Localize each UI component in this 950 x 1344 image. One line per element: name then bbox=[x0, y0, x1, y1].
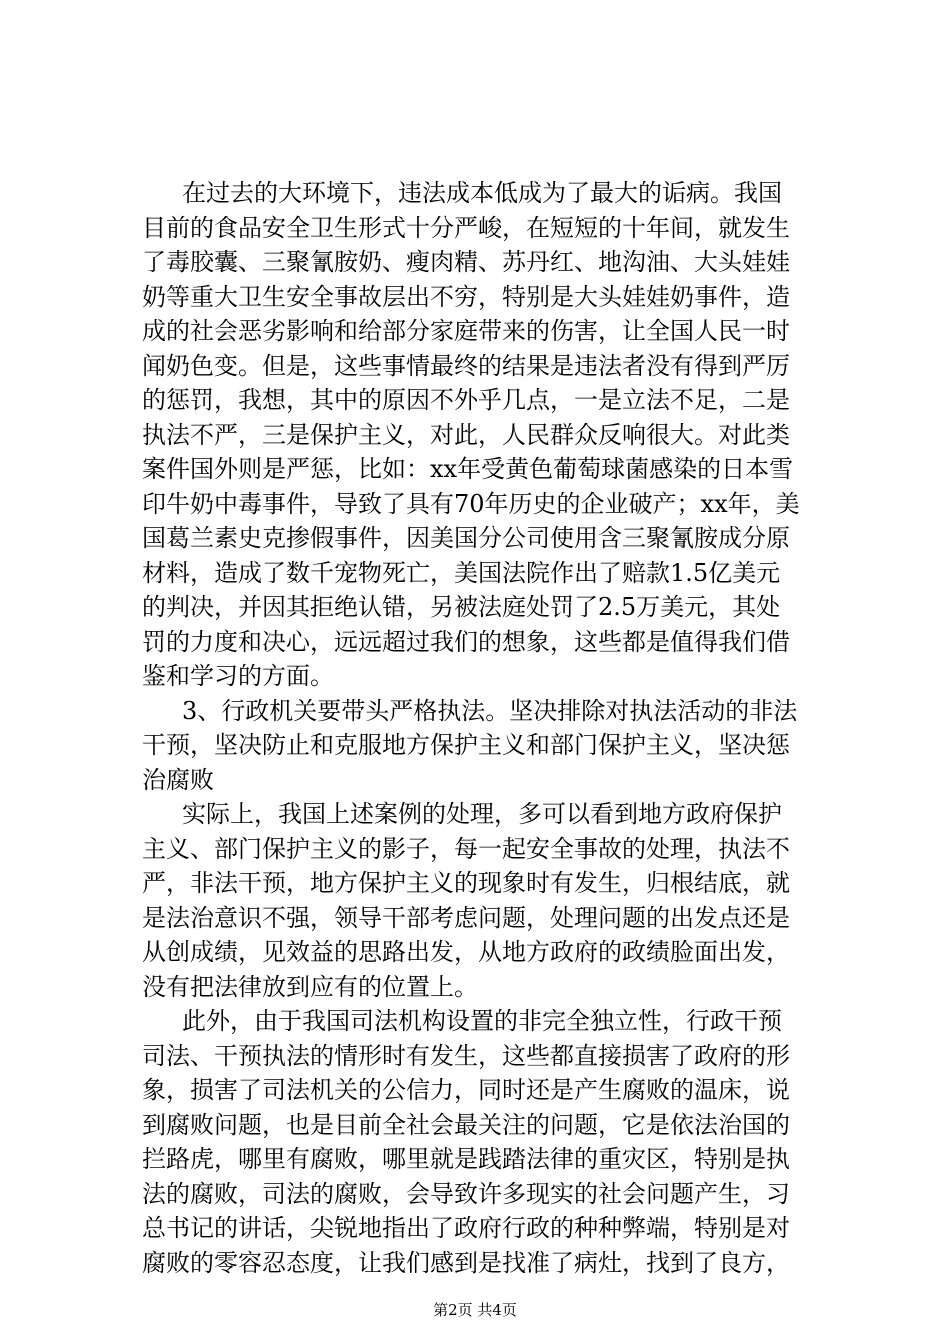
paragraph-3-line-2: 司法、干预执法的情形时有发生，这些都直接损害了政府的形 bbox=[142, 1041, 790, 1070]
paragraph-1-line-2: 目前的食品安全卫生形式十分严峻，在短短的十年间，就发生 bbox=[142, 213, 790, 242]
paragraph-3-line-3: 象，损害了司法机关的公信力，同时还是产生腐败的温床，说 bbox=[142, 1076, 790, 1104]
paragraph-1-line-5: 成的社会恶劣影响和给部分家庭带来的伤害，让全国人民一时 bbox=[142, 317, 790, 345]
paragraph-2-line-1: 实际上，我国上述案例的处理，多可以看到地方政府保护 bbox=[182, 800, 782, 828]
document-body bbox=[142, 176, 810, 1280]
paragraph-2-line-4: 是法治意识不强，领导干部考虑问题，处理问题的出发点还是 bbox=[142, 903, 790, 932]
paragraph-1-line-8: 执法不严，三是保护主义，对此，人民群众反响很大。对此类 bbox=[142, 420, 790, 449]
paragraph-2-line-5: 从创成绩，见效益的思路出发，从地方政府的政绩脸面出发， bbox=[142, 938, 790, 966]
paragraph-1-line-14: 罚的力度和决心，远远超过我们的想象，这些都是值得我们借 bbox=[142, 627, 790, 656]
paragraph-2-line-3: 严，非法干预，地方保护主义的现象时有发生，归根结底，就 bbox=[142, 869, 790, 897]
paragraph-1-line-7: 的惩罚，我想，其中的原因不外乎几点，一是立法不足，二是 bbox=[142, 386, 790, 414]
section-3-heading-line-3: 治腐败 bbox=[142, 765, 214, 794]
section-3-heading-line-2: 干预，坚决防止和克服地方保护主义和部门保护主义，坚决惩 bbox=[142, 731, 790, 759]
paragraph-2-line-6: 没有把法律放到应有的位置上。 bbox=[142, 972, 478, 1001]
paragraph-1-line-11: 国葛兰素史克掺假事件，因美国分公司使用含三聚氰胺成分原 bbox=[142, 524, 790, 552]
paragraph-1-line-15: 鉴和学习的方面。 bbox=[142, 662, 334, 690]
paragraph-1-line-12: 材料，造成了数千宠物死亡，美国法院作出了赔款1.5亿美元 bbox=[142, 558, 781, 587]
paragraph-1-line-1: 在过去的大环境下，违法成本低成为了最大的诟病。我国 bbox=[182, 179, 782, 207]
paragraph-3-line-7: 总书记的讲话，尖锐地指出了政府行政的种种弊端，特别是对 bbox=[142, 1214, 790, 1242]
paragraph-1-line-6: 闻奶色变。但是，这些事情最终的结果是违法者没有得到严厉 bbox=[142, 351, 790, 380]
paragraph-1-line-3: 了毒胶囊、三聚氰胺奶、瘦肉精、苏丹红、地沟油、大头娃娃 bbox=[142, 248, 790, 276]
paragraph-3-line-4: 到腐败问题，也是目前全社会最关注的问题，它是依法治国的 bbox=[142, 1110, 790, 1139]
paragraph-3-line-5: 拦路虎，哪里有腐败，哪里就是践踏法律的重灾区，特别是执 bbox=[142, 1145, 790, 1173]
page-number-footer: 第2页 共4页 bbox=[433, 1301, 517, 1319]
paragraph-3-line-6: 法的腐败，司法的腐败，会导致许多现实的社会问题产生，习 bbox=[142, 1179, 790, 1208]
section-3-heading-line-1: 3、行政机关要带头严格执法。坚决排除对执法活动的非法 bbox=[182, 696, 798, 725]
paragraph-2-line-2: 主义、部门保护主义的影子，每一起安全事故的处理，执法不 bbox=[142, 834, 790, 863]
paragraph-3-line-8: 腐败的零容忍态度，让我们感到是找准了病灶，找到了良方， bbox=[142, 1248, 790, 1277]
paragraph-1-line-10: 印牛奶中毒事件，导致了具有70年历史的企业破产；xx年，美 bbox=[142, 489, 800, 518]
paragraph-1-line-4: 奶等重大卫生安全事故层出不穷，特别是大头娃娃奶事件，造 bbox=[142, 282, 790, 311]
paragraph-1-line-13: 的判决，并因其拒绝认错，另被法庭处罚了2.5万美元，其处 bbox=[142, 593, 781, 621]
paragraph-1-line-9: 案件国外则是严惩，比如：xx年受黄色葡萄球菌感染的日本雪 bbox=[142, 455, 794, 483]
paragraph-3-line-1: 此外，由于我国司法机构设置的非完全独立性，行政干预 bbox=[182, 1007, 782, 1035]
